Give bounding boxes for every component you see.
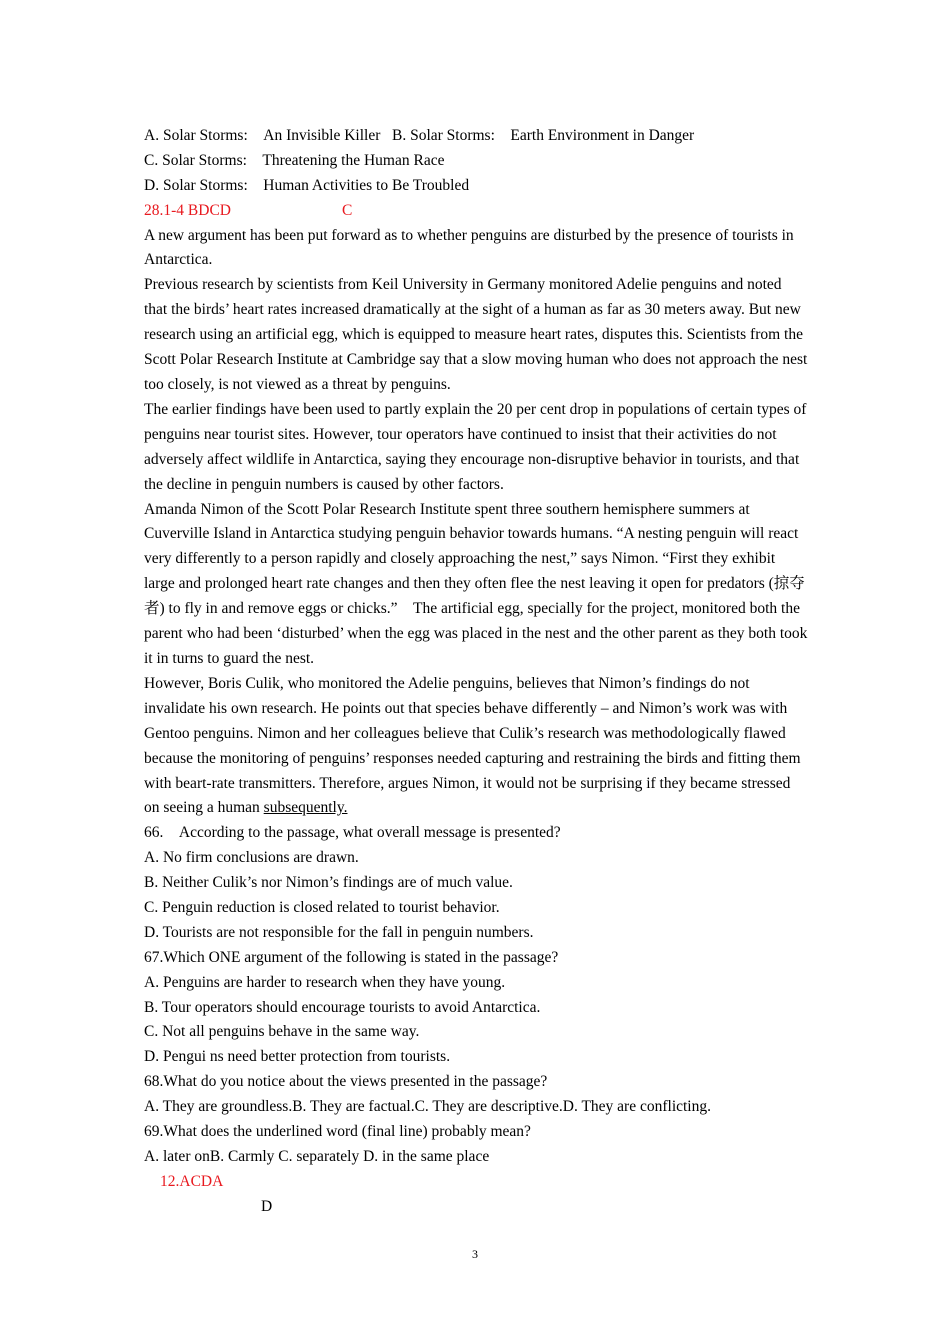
question-66-stem: 66. According to the passage, what overall message is presented? <box>144 824 561 842</box>
underlined-word: subsequently. <box>263 799 348 817</box>
passage-paragraph-3: The earlier findings have been used to partly explain the 20 per cent drop in populations of certain types of penguins near tourist sites. However, tour operators have continued to insist that their activities do not adversely affect wildlife in Antarctica, saying they encourage non-disruptive behavior in tourists, and that the decline in penguin numbers is caused by other factors. <box>144 400 807 493</box>
passage-paragraph-4: Amanda Nimon of the Scott Polar Research Institute spent three southern hemisphere summers at Cuverville Island in Antarctica studying penguin behavior towards humans. “A nesting penguin will react very differently to a person rapidly and closely approaching the nest,” says Nimon. “First they exhibit large and prolonged heart rate changes and then they often flee the nest leaving it open for predators (掠夺者) to fly in and remove eggs or chicks.” The artificial egg, specially for the project, monitored both the parent who had been ‘disturbed’ when the egg was placed in the nest and the other parent as they both took it in turns to guard the nest. <box>144 500 808 667</box>
prev-option-line-3: D. Solar Storms: Human Activities to Be Troubled <box>144 176 470 194</box>
passage-paragraph-5 <box>144 672 808 821</box>
answer-key: 12.ACDA <box>160 1172 224 1190</box>
question-67-option-b: B. Tour operators should encourage tourists to avoid Antarctica. <box>144 998 541 1016</box>
page-number: 3 <box>472 1247 478 1261</box>
question-66-option-b: B. Neither Culik’s nor Nimon’s findings are of much value. <box>144 874 513 892</box>
question-68-stem: 68.What do you notice about the views presented in the passage? <box>144 1073 548 1091</box>
question-66-option-a: A. No firm conclusions are drawn. <box>144 849 359 867</box>
prev-option-line-2: C. Solar Storms: Threatening the Human Race <box>144 151 445 169</box>
next-section-letter: D <box>261 1197 273 1215</box>
prev-answer-line <box>144 199 808 224</box>
prev-option-line-1: A. Solar Storms: An Invisible Killer B. Solar Storms: Earth Environment in Danger <box>144 127 695 144</box>
prev-answer-letter: C <box>341 201 353 219</box>
question-69-stem: 69.What does the underlined word (final line) probably mean? <box>144 1123 531 1140</box>
passage-paragraph-2: Previous research by scientists from Keil University in Germany monitored Adelie penguins and noted that the birds’ heart rates increased dramatically at the sight of a human as far as 30 meters away. But new research using an artificial egg, which is equipped to measure heart rates, disputes this. Scientists from the Scott Polar Research Institute at Cambridge say that a slow moving human who does not approach the nest too closely, is not viewed as a threat by penguins. <box>144 276 808 393</box>
question-67-option-d: D. Pengui ns need better protection from tourists. <box>144 1048 451 1066</box>
passage-paragraph-1: A new argument has been put forward as to whether penguins are disturbed by the presence of tourists in Antarctica. <box>144 226 794 269</box>
question-67-option-c: C. Not all penguins behave in the same way. <box>144 1023 420 1041</box>
question-66-option-d: D. Tourists are not responsible for the fall in penguin numbers. <box>144 923 534 941</box>
question-67-option-a: A. Penguins are harder to research when they have young. <box>144 973 506 991</box>
question-69-options: A. later onB. Carmly C. separately D. in the same place <box>144 1147 490 1165</box>
document-body <box>144 124 808 1220</box>
passage-paragraph-5-text: However, Boris Culik, who monitored the Adelie penguins, believes that Nimon’s findings do not invalidate his own research. He points out that species behave differently – and Nimon’s work was with Gentoo penguins. Nimon and her colleagues believe that Culik’s research was methodologically flawed because the monitoring of penguins’ responses needed capturing and restraining the birds and fitting them with beart-rate transmitters. Therefore, argues Nimon, it would not be surprising if they became stressed on seeing a human <box>144 674 801 817</box>
question-67-stem: 67.Which ONE argument of the following is stated in the passage? <box>144 948 559 966</box>
prev-answer-key: 28.1-4 BDCD <box>144 201 231 219</box>
question-66-option-c: C. Penguin reduction is closed related to tourist behavior. <box>144 898 500 916</box>
question-68-options: A. They are groundless.B. They are factual.C. They are descriptive.D. They are conflicting. <box>144 1098 711 1116</box>
